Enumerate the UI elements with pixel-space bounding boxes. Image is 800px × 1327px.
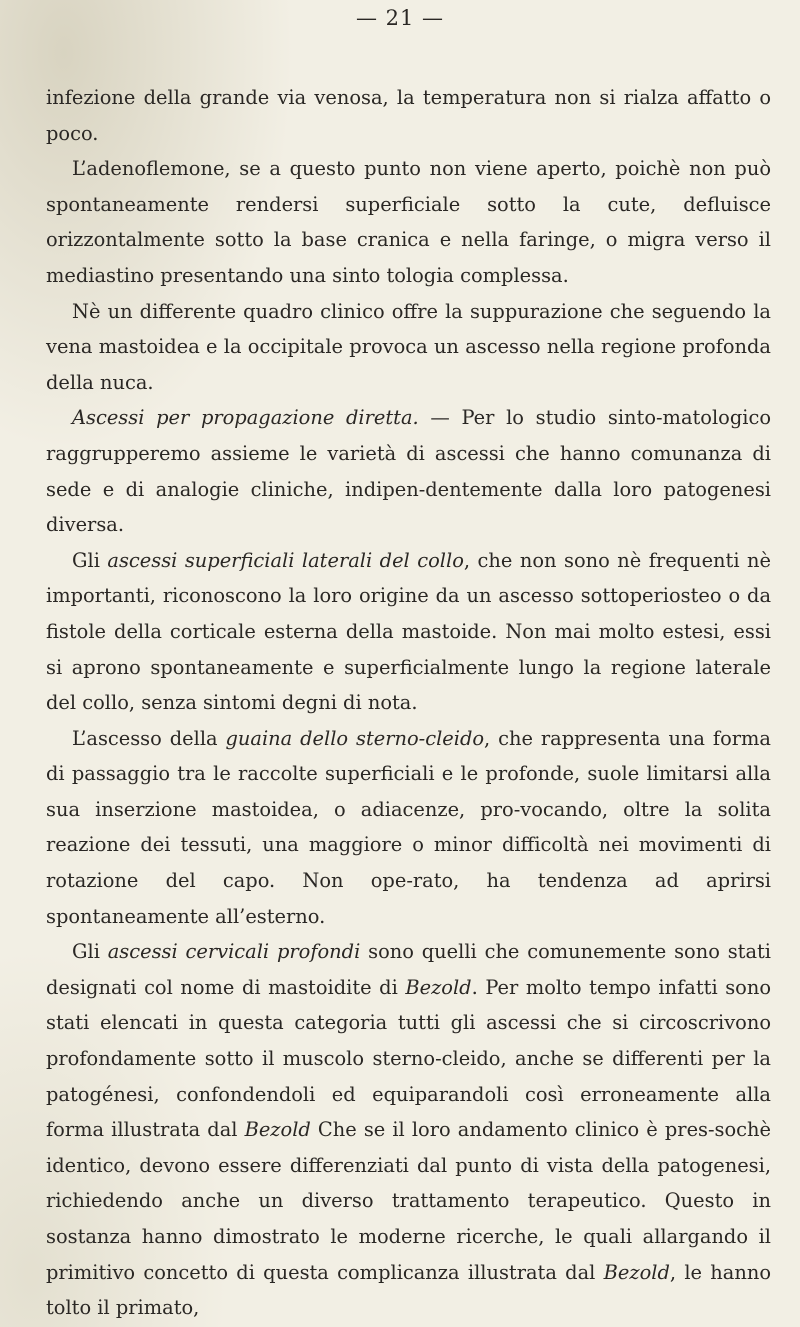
- paragraph: [46, 294, 771, 401]
- text-run: L’ascesso della: [72, 726, 226, 750]
- text-run: — Per lo studio sinto-matologico raggrupperemo assieme le varietà di ascessi che hanno comunanza di sede e di analogie cliniche, indipen-dentemente dalla loro patogenesi diversa.: [46, 406, 771, 537]
- italic-name: Bezold: [244, 1118, 311, 1142]
- text-run: Che se il loro andamento clinico è pres-sochè identico, devono essere differenziati dal punto di vista della patogenesi, richiedendo anche un diverso trattamento terapeutico. Questo in sostanza hanno dimostrato le moderne ricerche, le quali allargando il primitivo concetto di questa complicanza illustrata dal: [46, 1118, 771, 1284]
- italic-term: ascessi superficiali laterali del collo: [107, 548, 464, 572]
- italic-name: Bezold: [405, 975, 472, 999]
- text-run: . Per molto tempo infatti sono stati elencati in questa categoria tutti gli ascessi che si circoscrivono profondamente sotto il muscolo sterno-cleido, anche se differenti per la patogénesi, confondendoli ed equiparandoli così erroneamente alla forma illustrata dal: [46, 975, 771, 1142]
- section-heading: Ascessi per propagazione diretta.: [72, 406, 419, 430]
- text-run: Gli: [72, 940, 108, 964]
- text-run: , che non sono nè frequenti nè importanti, riconoscono la loro origine da un ascesso sottoperiosteo o da fistole della corticale esterna della mastoide. Non mai molto estesi, essi si aprono spontaneamente e superficialmente lungo la regione laterale del collo, senza sintomi degni di nota.: [46, 548, 772, 715]
- paragraph: [46, 543, 771, 721]
- text-run: infezione della grande via venosa, la temperatura non si rialza affatto o poco.: [46, 86, 771, 145]
- text-run: Gli: [72, 548, 108, 572]
- italic-term: ascessi cervicali profondi: [107, 940, 361, 964]
- text-run: , che rappresenta una forma di passaggio tra le raccolte superficiali e le profonde, suole limitarsi alla sua inserzione mastoidea, o adiacenze, pro-vocando, oltre la solita reazione dei tessuti, una maggiore o minor difficoltà nei movimenti di rotazione del capo. Non ope-rato, ha tendenza ad aprirsi spontaneamente all’esterno.: [46, 726, 771, 928]
- paragraph: [46, 400, 771, 542]
- body-text: [46, 80, 771, 1326]
- text-run: Nè un differente quadro clinico offre la suppurazione che seguendo la vena mastoidea e la occipitale provoca un ascesso nella regione profonda della nuca.: [46, 299, 771, 394]
- paragraph: [46, 80, 771, 151]
- italic-name: Bezold: [603, 1260, 670, 1284]
- text-run: sono quelli che comunemente sono stati designati col nome di mastoidite di: [46, 940, 772, 999]
- italic-term: guaina dello sterno-cleido: [225, 726, 485, 750]
- text-run: , le hanno tolto il primato,: [46, 1260, 771, 1320]
- page-number: — 21 —: [355, 6, 445, 30]
- paragraph: [46, 151, 771, 293]
- paragraph: [46, 721, 771, 935]
- paragraph: [46, 934, 771, 1326]
- text-run: L’adenoflemone, se a questo punto non viene aperto, poichè non può spontaneamente rendersi superficiale sotto la cute, defluisce orizzontalmente sotto la base cranica e nella faringe, o migra verso il mediastino presentando una sinto tologia complessa.: [46, 157, 771, 287]
